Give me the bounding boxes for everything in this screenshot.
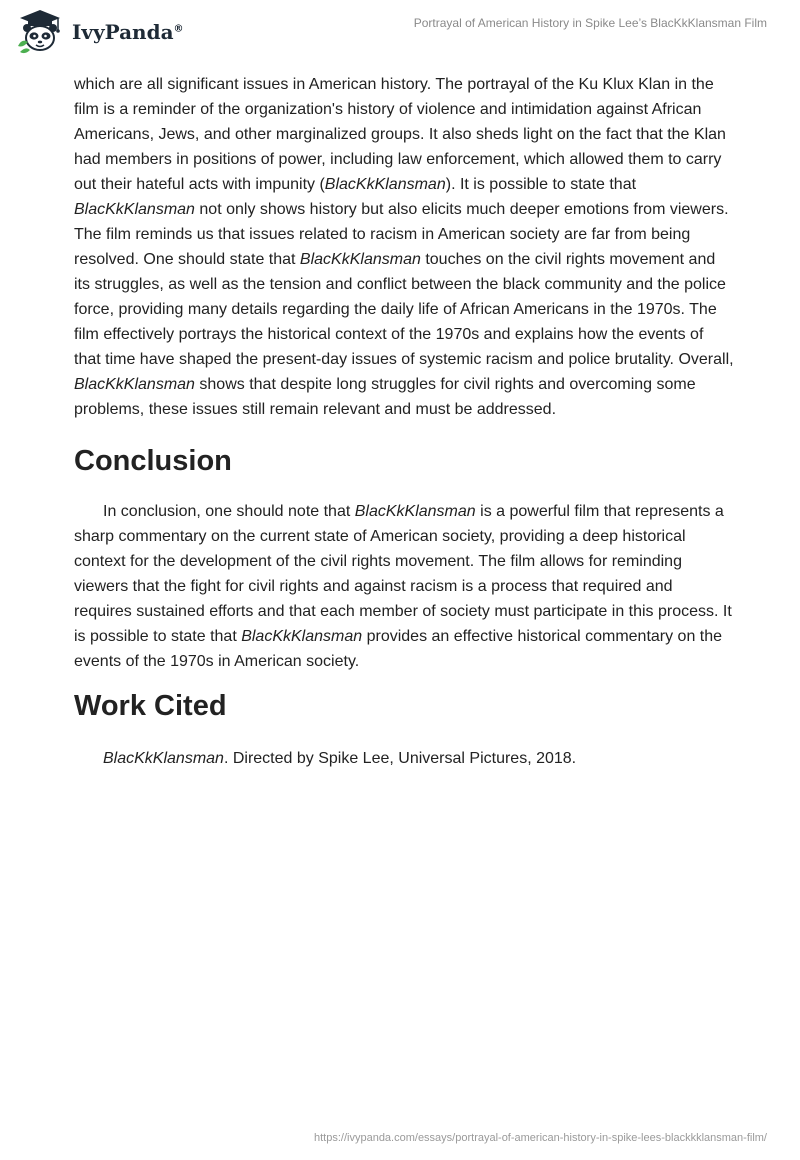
ivypanda-logo[interactable] — [14, 8, 184, 54]
citation-entry: BlacKkKlansman. Directed by Spike Lee, Universal Pictures, 2018. — [103, 750, 577, 767]
page-header — [0, 0, 800, 64]
logo-wordmark: IvyPanda® — [72, 20, 184, 44]
running-title: Portrayal of American History in Spike Lee’s BlacKkKlansman Film — [413, 16, 767, 30]
conclusion-heading: Conclusion — [74, 445, 232, 477]
conclusion-paragraph: In conclusion, one should note that BlacKkKlansman is a powerful film that represents a sharp commentary on the current state of American society, providing a deep historical context for the development of the civil rights movement. The film allows for reminding viewers that the fight for civil rights and against racism is a process that required and requires sustained efforts and that each member of society must participate in this process. It is possible to state that BlacKkKlansman provides an effective historical commentary on the events of the 1970s in American society. — [74, 503, 732, 670]
source-url-link[interactable]: https://ivypanda.com/essays/portrayal-of-american-history-in-spike-lees-blackkklansman-film/ — [314, 1132, 767, 1144]
essay-content — [74, 72, 734, 771]
works-cited-heading: Work Cited — [74, 690, 227, 722]
body-paragraph: which are all significant issues in American history. The portrayal of the Ku Klux Klan in the film is a reminder of the organization's history of violence and intimidation against African Americans, Jews, and other marginalized groups. It also sheds light on the fact that the Klan had members in positions of power, including law enforcement, which allowed them to carry out their hateful acts with impunity (BlacKkKlansman). It is possible to state that BlacKkKlansman not only shows history but also elicits much deeper emotions from viewers. The film reminds us that issues related to racism in American society are far from being resolved. One should state that BlacKkKlansman touches on the civil rights movement and its struggles, as well as the tension and conflict between the black community and the police force, providing many details regarding the daily life of African Americans in the 1970s. The film effectively portrays the historical context of the 1970s and explains how the events of that time have shaped the present-day issues of systemic racism and police brutality. Overall, BlacKkKlansman shows that despite long struggles for civil rights and overcoming some problems, these issues still remain relevant and must be addressed. — [74, 76, 734, 418]
panda-graduate-icon — [14, 8, 66, 54]
